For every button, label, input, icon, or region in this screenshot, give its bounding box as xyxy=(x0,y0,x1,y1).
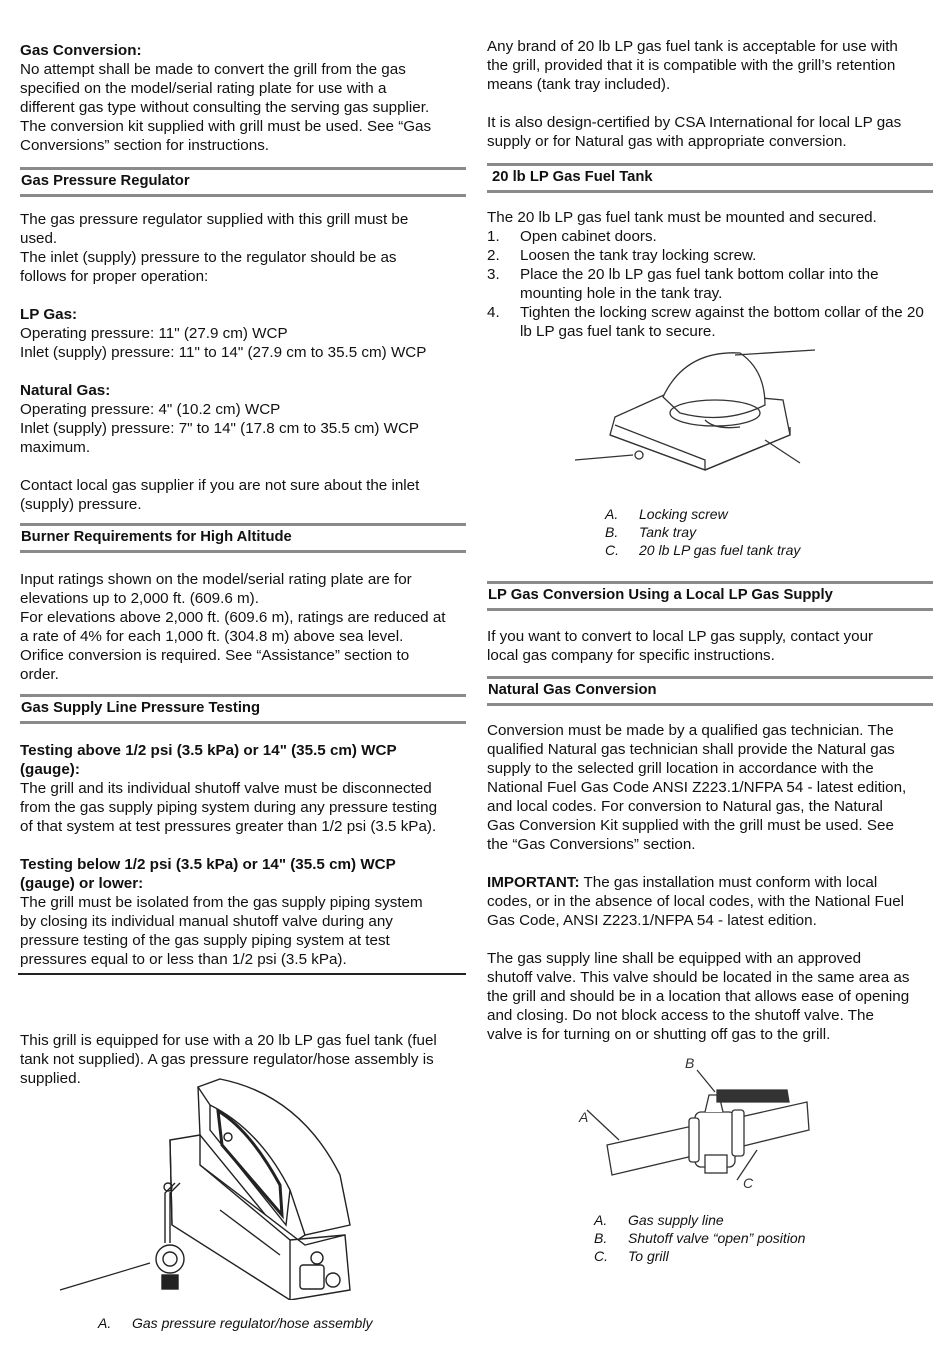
subheading: (gauge) or lower: xyxy=(20,875,144,892)
body-line: local gas company for specific instructions. xyxy=(487,647,775,664)
body-line: pressures equal to or less than 1/2 psi (3.5 kPa). xyxy=(20,951,347,968)
important-label: IMPORTANT: xyxy=(487,874,580,891)
section-divider xyxy=(18,973,466,975)
body-line: from the gas supply piping system during any pressure testing xyxy=(20,799,438,816)
callout-label-a: A xyxy=(579,1109,589,1125)
gas-conversion-line: Conversions” section for instructions. xyxy=(20,137,270,154)
gas-conversion-line: The conversion kit supplied with grill must be used. See “Gas xyxy=(20,118,432,135)
testing-body xyxy=(20,741,466,969)
regulator-body xyxy=(20,210,466,514)
legend-text: Gas supply line xyxy=(628,1212,724,1228)
gas-conversion-section xyxy=(20,41,466,155)
fuel-tank-body xyxy=(487,208,933,341)
callout-label-b: B xyxy=(685,1055,695,1071)
body-line: The grill must be isolated from the gas supply piping system xyxy=(20,894,423,911)
tank-legend xyxy=(605,505,925,559)
legend-text: Locking screw xyxy=(639,506,728,522)
body-line: This grill is equipped for use with a 20 lb LP gas fuel tank (fuel xyxy=(20,1032,437,1049)
section-title: LP Gas Conversion Using a Local LP Gas Supply xyxy=(488,587,833,603)
legend-key: B. xyxy=(605,524,619,540)
section-title: 20 lb LP Gas Fuel Tank xyxy=(492,169,653,185)
legend-text: Tank tray xyxy=(639,524,697,540)
body-line: and local codes. For conversion to Natural gas, the Natural xyxy=(487,798,883,815)
body-line: Orifice conversion is required. See “Assistance” section to xyxy=(20,647,410,664)
body-line: shutoff valve. This valve should be located in the same area as xyxy=(487,969,910,986)
body-line: Inlet (supply) pressure: 7" to 14" (17.8 cm to 35.5 cm) WCP xyxy=(20,420,420,437)
body-line: follows for proper operation: xyxy=(20,268,209,285)
important-text: The gas installation must conform with local xyxy=(579,874,878,891)
body-line: Operating pressure: 11" (27.9 cm) WCP xyxy=(20,325,288,342)
list-item: 1. Open cabinet doors. xyxy=(487,228,657,245)
important-line xyxy=(487,873,933,892)
body-line: pressure testing of the gas supply piping system at test xyxy=(20,932,390,949)
body-line: order. xyxy=(20,666,59,683)
body-line: supply to the selected grill location in accordance with the xyxy=(487,760,874,777)
body-line: the grill, provided that it is compatible with the grill’s retention xyxy=(487,57,896,74)
body-line: The gas pressure regulator supplied with this grill must be xyxy=(20,211,409,228)
callout-label-c: C xyxy=(743,1175,754,1190)
body-line: supplied. xyxy=(20,1070,81,1087)
body-line: means (tank tray included). xyxy=(487,76,671,93)
grill-legend xyxy=(98,1314,458,1332)
legend-text: To grill xyxy=(628,1248,669,1264)
legend-text: 20 lb LP gas fuel tank tray xyxy=(639,542,801,558)
body-line: the “Gas Conversions” section. xyxy=(487,836,696,853)
body-line: maximum. xyxy=(20,439,91,456)
gas-conversion-line: No attempt shall be made to convert the grill from the gas xyxy=(20,61,406,78)
brand-para xyxy=(487,37,933,151)
section-title: Burner Requirements for High Altitude xyxy=(21,529,292,545)
subheading: Testing below 1/2 psi (3.5 kPa) or 14" (35.5 cm) WCP xyxy=(20,856,396,873)
body-line: Input ratings shown on the model/serial rating plate are for xyxy=(20,571,412,588)
body-line: qualified Natural gas technician shall provide the Natural gas xyxy=(487,741,895,758)
legend-key: A. xyxy=(98,1315,112,1331)
ng-conversion-header xyxy=(487,676,933,706)
legend-key: B. xyxy=(594,1230,608,1246)
legend-key: C. xyxy=(594,1248,608,1264)
body-line: valve is for turning on or shutting off gas to the grill. xyxy=(487,1026,831,1043)
body-line: and closing. Do not block access to the shutoff valve. The xyxy=(487,1007,874,1024)
section-title: Gas Pressure Regulator xyxy=(21,173,190,189)
list-item: 3. Place the 20 lb LP gas fuel tank bottom collar into the mounting hole in the tank tray. xyxy=(487,266,879,302)
lp-gas-title: LP Gas: xyxy=(20,306,78,323)
gas-conversion-line: specified on the model/serial rating plate for use with a xyxy=(20,80,387,97)
altitude-header xyxy=(20,523,466,553)
body-line: The grill and its individual shutoff valve must be disconnected xyxy=(20,780,432,797)
body-line: Operating pressure: 4" (10.2 cm) WCP xyxy=(20,401,281,418)
section-title: Natural Gas Conversion xyxy=(488,682,657,698)
legend-key: C. xyxy=(605,542,619,558)
shutoff-valve-illustration xyxy=(577,1050,817,1190)
valve-legend xyxy=(594,1211,924,1265)
natural-gas-title: Natural Gas: xyxy=(20,382,111,399)
subheading: (gauge): xyxy=(20,761,80,778)
body-line: used. xyxy=(20,230,58,247)
body-line: (supply) pressure. xyxy=(20,496,142,513)
body-line: The 20 lb LP gas fuel tank must be mounted and secured. xyxy=(487,209,877,226)
body-line: Gas Conversion Kit supplied with the grill must be used. See xyxy=(487,817,894,834)
body-line: supply or for Natural gas with appropriate conversion. xyxy=(487,133,847,150)
legend-key: A. xyxy=(605,506,619,522)
steps-list xyxy=(487,227,933,341)
testing-header xyxy=(20,694,466,724)
body-line: Conversion must be made by a qualified gas technician. The xyxy=(487,722,894,739)
legend-text: Shutoff valve “open” position xyxy=(628,1230,806,1246)
body-line: tank not supplied). A gas pressure regulator/hose assembly is xyxy=(20,1051,434,1068)
body-line: codes, or in the absence of local codes, with the National Fuel xyxy=(487,893,905,910)
local-lp-header xyxy=(487,581,933,611)
body-line: a rate of 4% for each 1,000 ft. (304.8 m) above sea level. xyxy=(20,628,404,645)
body-line: The inlet (supply) pressure to the regulator should be as xyxy=(20,249,397,266)
ng-conversion-body xyxy=(487,721,933,1044)
body-line: The gas supply line shall be equipped with an approved xyxy=(487,950,862,967)
fuel-tank-header xyxy=(487,163,933,193)
body-line: elevations up to 2,000 ft. (609.6 m). xyxy=(20,590,259,607)
body-line: of that system at test pressures greater than 1/2 psi (3.5 kPa). xyxy=(20,818,437,835)
legend-key: A. xyxy=(594,1212,608,1228)
altitude-body xyxy=(20,570,466,684)
body-line: If you want to convert to local LP gas supply, contact your xyxy=(487,628,874,645)
list-item: 4. Tighten the locking screw against the bottom collar of the 20 lb LP gas fuel tank to secure. xyxy=(487,304,924,340)
legend-text: Gas pressure regulator/hose assembly xyxy=(132,1315,373,1331)
gas-conversion-line: different gas type without consulting the serving gas supplier. xyxy=(20,99,430,116)
body-line: by closing its individual manual shutoff valve during any xyxy=(20,913,393,930)
gas-conversion-title: Gas Conversion: xyxy=(20,42,142,59)
body-line: Contact local gas supplier if you are not sure about the inlet xyxy=(20,477,420,494)
grill-illustration xyxy=(50,1075,380,1300)
body-line: the grill and should be in a location that allows ease of opening xyxy=(487,988,910,1005)
body-line: Gas Code, ANSI Z223.1/NFPA 54 - latest edition. xyxy=(487,912,817,929)
section-title: Gas Supply Line Pressure Testing xyxy=(21,700,261,716)
list-item: 2. Loosen the tank tray locking screw. xyxy=(487,247,757,264)
body-line: National Fuel Gas Code ANSI Z223.1/NFPA 54 - latest edition, xyxy=(487,779,907,796)
body-line: Any brand of 20 lb LP gas fuel tank is acceptable for use with xyxy=(487,38,898,55)
tank-tray-illustration xyxy=(575,345,837,475)
body-line: It is also design-certified by CSA International for local LP gas xyxy=(487,114,902,131)
subheading: Testing above 1/2 psi (3.5 kPa) or 14" (35.5 cm) WCP xyxy=(20,742,397,759)
regulator-header xyxy=(20,167,466,197)
body-line: Inlet (supply) pressure: 11" to 14" (27.9 cm to 35.5 cm) WCP xyxy=(20,344,427,361)
body-line: For elevations above 2,000 ft. (609.6 m), ratings are reduced at xyxy=(20,609,446,626)
local-lp-body xyxy=(487,627,933,665)
